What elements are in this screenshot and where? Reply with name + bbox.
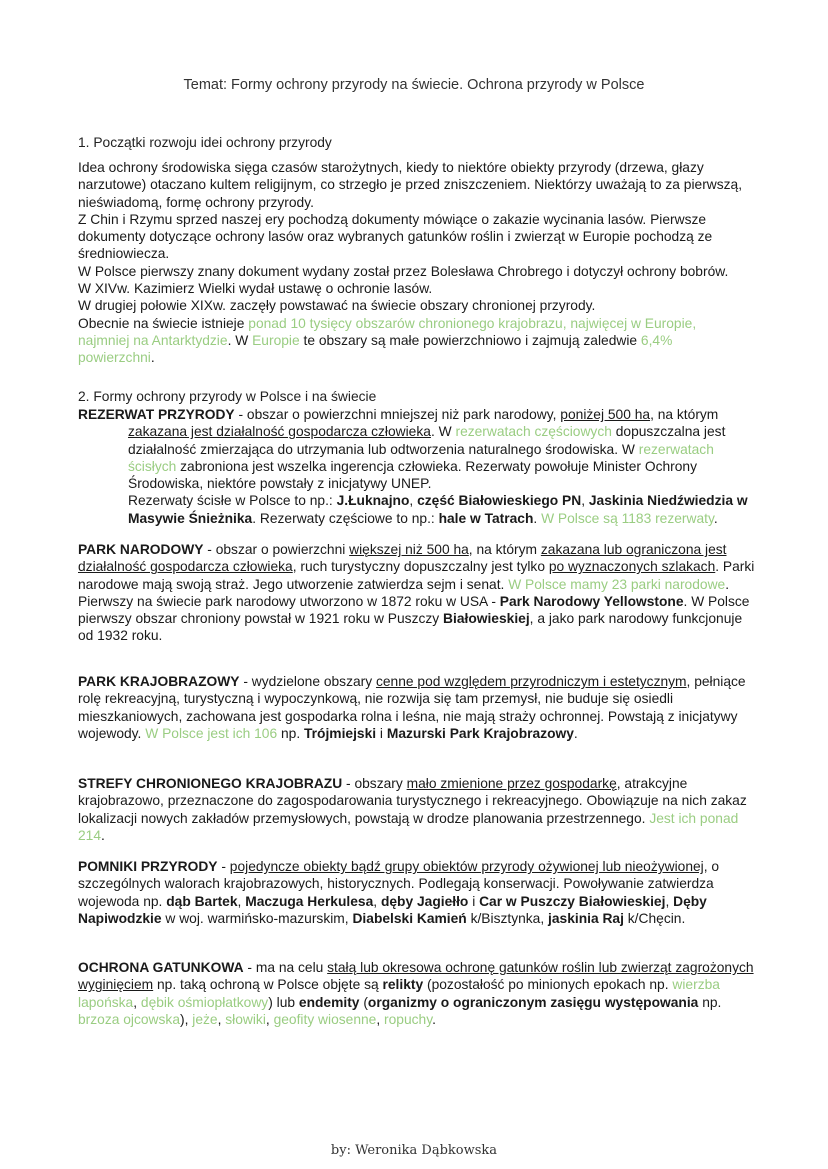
term-park-krajobrazowy: PARK KRAJOBRAZOWY — [78, 674, 240, 689]
author-footer: by: Weronika Dąbkowska — [330, 1143, 498, 1158]
term-pomniki: POMNIKI PRZYRODY — [78, 859, 218, 874]
section-1-paragraph-5: W drugiej połowie XIXw. zaczęły powstawać na świecie obszary chronionej przyrody. — [78, 298, 596, 314]
entry-park-krajobrazowy: PARK KRAJOBRAZOWY - wydzielone obszary cenne pod względem przyrodniczym i estetycznym, pełniące rolę rekreacyjną, turystyczną i wypoczynkową, nie rozwija się tam przemysł, nie buduje się osiedli mieszkaniowych, zachowana jest gospodarka rolna i leśna, nie mają straży ochronnej. Powstają z inicjatywy wojewody. W Polsce jest ich 106 np. Trójmiejski i Mazurski Park Krajobrazowy. — [78, 674, 746, 741]
section-1-heading: 1. Początki rozwoju idei ochrony przyrody — [78, 135, 332, 150]
entry-rezerwat-przyrody: REZERWAT PRZYRODY - obszar o powierzchni mniejszej niż park narodowy, poniżej 500 ha, na którym zakazana jest działalność gospodarcza człowieka. W rezerwatach częściowych dopuszczalna jest działalność zmierzająca do utrzymania lub odtworzenia naturalnego środowiska. W rezerwatach ścisłych zabroniona jest wszelka ingerencja człowieka. Rezerwaty powołuje Minister Ochrony Środowiska, niektóre powstały z inicjatywy UNEP. Rezerwaty ścisłe w Polsce to np.: J.Łuknajno, część Białowieskiego PN, Jaskinia Niedźwiedzia w Masywie Śnieżnika. Rezerwaty częściowe to np.: hale w Tatrach. W Polsce są 1183 rezerwaty. — [78, 407, 748, 526]
green-highlight: Europie — [252, 332, 300, 348]
section-1-paragraph-2: Z Chin i Rzymu sprzed naszej ery pochodzą dokumenty mówiące o zakazie wycinania lasów. Pierwsze dokumenty dotyczące ochrony lasów oraz wybranych gatunków roślin i zwierząt w Europie pochodzą ze średniowiecza. — [78, 211, 713, 262]
term-park-narodowy: PARK NARODOWY — [78, 542, 204, 557]
entry-strefy-chronionego-krajobrazu: STREFY CHRONIONEGO KRAJOBRAZU - obszary mało zmienione przez gospodarkę, atrakcyjne krajobrazowo, przeznaczone do zagospodarowania turystycznego i rekreacyjnego. Obowiązuje na nich zakaz lokalizacji nowych zakładów przemysłowych, powstają w drodze planowania przestrzennego. Jest ich ponad 214. — [78, 776, 747, 843]
section-1-paragraph-4: W XIVw. Kazimierz Wielki wydał ustawę o ochronie lasów. — [78, 281, 433, 297]
page-title: Temat: Formy ochrony przyrody na świecie. Ochrona przyrody w Polsce — [183, 77, 645, 93]
entry-pomniki-przyrody: POMNIKI PRZYRODY - pojedyncze obiekty bądź grupy obiektów przyrody ożywionej lub nieożywionej, o szczególnych walorach krajobrazowych, historycznych. Podlegają konserwacji. Powoływanie zatwierdza wojewoda np. dąb Bartek, Maczuga Herkulesa, dęby Jagiełło i Car w Puszczy Białowieskiej, Dęby Napiwodzkie w woj. warmińsko-mazurskim, Diabelski Kamień k/Bisztynka, jaskinia Raj k/Chęcin. — [78, 859, 720, 926]
green-highlight: ponad 10 tysięcy obszarów chronionego krajobrazu, najwięcej w Europie, najmniej na Antarktydzie — [78, 315, 697, 348]
section-2-heading: 2. Formy ochrony przyrody w Polsce i na świecie — [78, 389, 377, 404]
green-highlight: 6,4% powierzchni — [78, 332, 673, 366]
section-1-paragraph-3: W Polsce pierwszy znany dokument wydany został przez Bolesława Chrobrego i dotyczył ochrony bobrów. — [78, 263, 729, 279]
section-1-paragraph-6: Obecnie na świecie istnieje ponad 10 tysięcy obszarów chronionego krajobrazu, najwięcej w Europie, najmniej na Antarktydzie. W Europie te obszary są małe powierzchniowo i zajmują zaledwie 6,4% powierzchni. — [78, 315, 697, 366]
section-2 — [78, 388, 750, 406]
term-ochrona-gatunkowa: OCHRONA GATUNKOWA — [78, 960, 244, 975]
term-rezerwat: REZERWAT PRZYRODY — [78, 407, 235, 422]
section-1-paragraph-1: Idea ochrony środowiska sięga czasów starożytnych, kiedy to niektóre obiekty przyrody (drzewa, głazy narzutowe) otaczano kultem religijnym, co strzegło je przed zniszczeniem. Niektórzy uważają to za pierwszą, nieświadomą, formę ochrony przyrody. — [78, 160, 743, 210]
entry-park-narodowy: PARK NARODOWY - obszar o powierzchni większej niż 500 ha, na którym zakazana lub ograniczona jest działalność gospodarcza człowieka, ruch turystyczny dopuszczalny jest tylko po wyznaczonych szlakach. Parki narodowe mają swoją straż. Jego utworzenie zatwierdza sejm i senat. W Polsce mamy 23 parki narodowe. Pierwszy na świecie park narodowy utworzono w 1872 roku w USA - Park Narodowy Yellowstone. W Polsce pierwszy obszar chroniony powstał w 1921 roku w Puszczy Białowieskiej, a jako park narodowy funkcjonuje od 1932 roku. — [78, 541, 758, 645]
section-1 — [78, 134, 750, 367]
park-narodowy-history: Pierwszy na świecie park narodowy utworzono w 1872 roku w USA - Park Narodowy Yellowstone. W Polsce pierwszy obszar chroniony powstał w 1921 roku w Puszczy Białowieskiej, a jako park narodowy funkcjonuje od 1932 roku. — [78, 593, 750, 644]
term-strefy: STREFY CHRONIONEGO KRAJOBRAZU — [78, 776, 343, 791]
entry-ochrona-gatunkowa: OCHRONA GATUNKOWA - ma na celu stałą lub okresowa ochronę gatunków roślin lub zwierząt zagrożonych wyginięciem np. taką ochroną w Polsce objęte są relikty (pozostałość po minionych epokach np. wierzba lapońska, dębik ośmiopłatkowy) lub endemity (organizmy o ograniczonym zasięgu występowania np. brzoza ojcowska), jeże, słowiki, geofity wiosenne, ropuchy. — [78, 960, 754, 1027]
